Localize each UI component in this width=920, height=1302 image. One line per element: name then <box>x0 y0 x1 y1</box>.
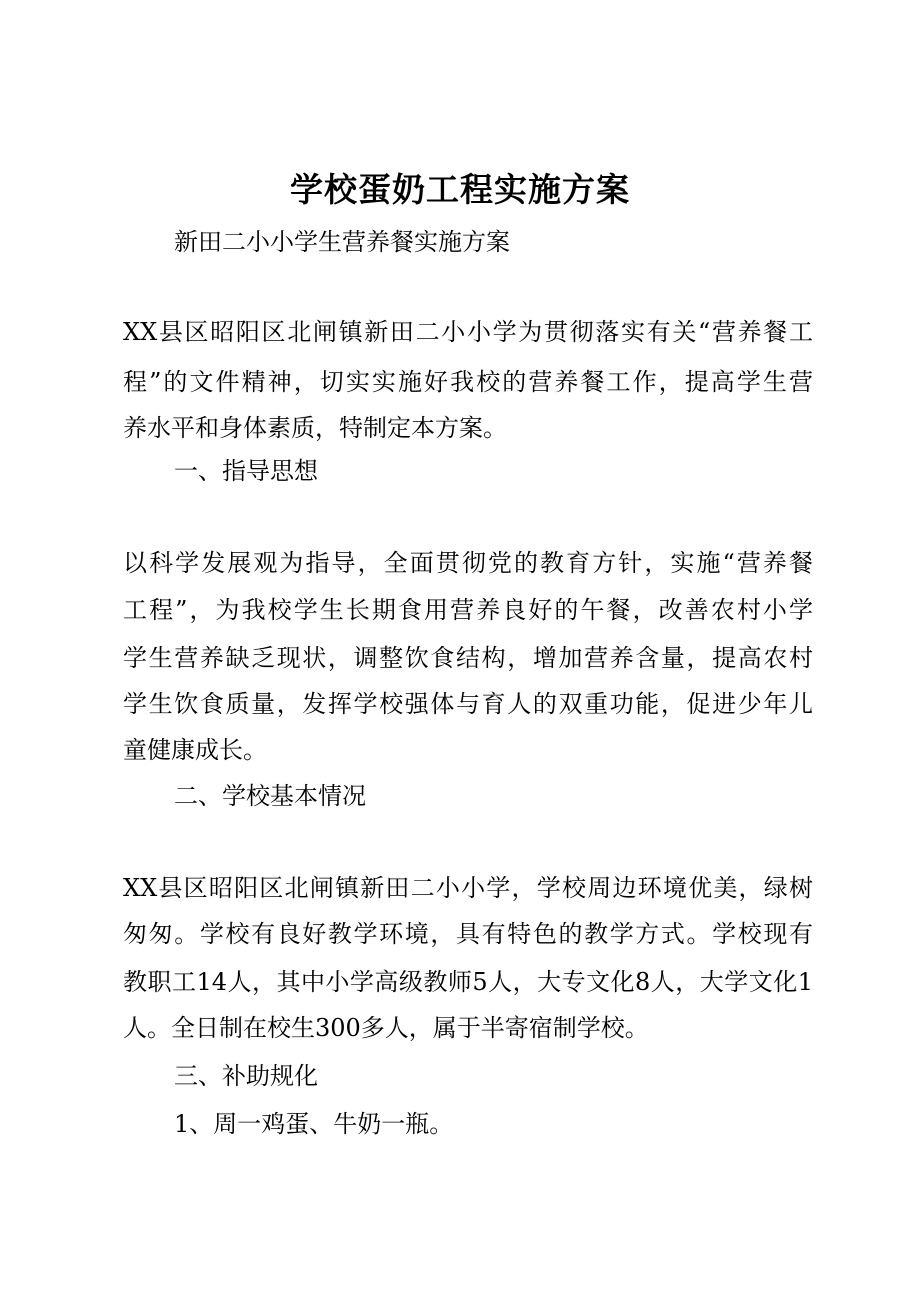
section1-line-3: 学生营养缺乏现状，调整饮食结构，增加营养含量，提高农村 <box>123 644 813 672</box>
section2-line-3: 教职工14人，其中小学高级教师5人，大专文化8人，大学文化1 <box>123 968 813 996</box>
intro-line-1: XX县区昭阳区北闸镇新田二小小学为贯彻落实有关“营养餐工 <box>123 318 813 346</box>
section-heading-2: 二、学校基本情况 <box>174 782 366 810</box>
section2-line-1: XX县区昭阳区北闸镇新田二小小学，学校周边环境优美，绿树 <box>123 874 813 902</box>
intro-line-2: 程”的文件精神，切实实施好我校的营养餐工作，提高学生营 <box>123 368 813 396</box>
section1-line-1: 以科学发展观为指导，全面贯彻党的教育方针，实施“营养餐 <box>123 549 813 577</box>
section1-line-4: 学生饮食质量，发挥学校强体与育人的双重功能，促进少年儿 <box>123 690 813 718</box>
intro-line-3: 养水平和身体素质，特制定本方案。 <box>123 414 507 442</box>
document-title: 学校蛋奶工程实施方案 <box>290 170 630 209</box>
section3-item-1: 1、周一鸡蛋、牛奶一瓶。 <box>174 1110 454 1138</box>
section1-line-2: 工程”，为我校学生长期食用营养良好的午餐，改善农村小学 <box>123 596 813 624</box>
section2-line-2: 匆匆。学校有良好教学环境，具有特色的教学方式。学校现有 <box>123 920 813 948</box>
section1-line-5: 童健康成长。 <box>123 736 267 764</box>
section-heading-3: 三、补助规化 <box>174 1062 318 1090</box>
document-subtitle: 新田二小小学生营养餐实施方案 <box>174 228 510 256</box>
section-heading-1: 一、指导思想 <box>174 457 318 485</box>
section2-line-4: 人。全日制在校生300多人，属于半寄宿制学校。 <box>123 1014 649 1042</box>
